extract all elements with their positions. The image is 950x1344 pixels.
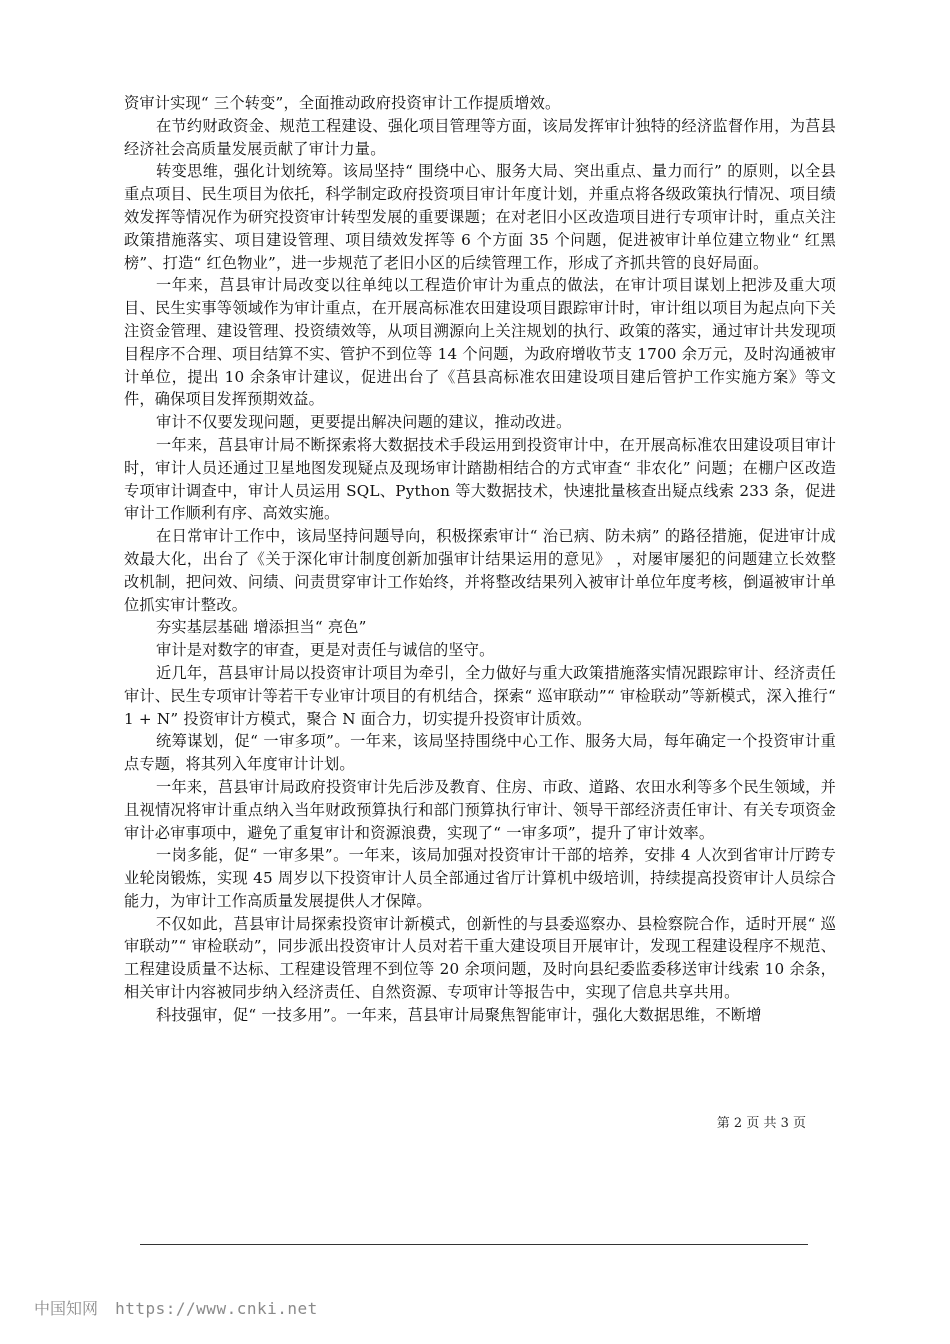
paragraph: 不仅如此，莒县审计局探索投资审计新模式，创新性的与县委巡察办、县检察院合作，适时开展“ 巡审联动”“ 审检联动”，同步派出投资审计人员对若干重大建设项目开展审计，发现工程建设程序不规范、工程建设质量不达标、工程建设管理不到位等 20 余项问题，及时向县纪委监委移送审计线索 10 余条，相关审计内容被同步纳入经济责任、自然资源、专项审计等报告中，实现了信息共享共用。 [124, 914, 836, 1002]
cnki-watermark [34, 1296, 330, 1319]
paragraph: 统筹谋划，促“ 一审多项”。一年来，该局坚持围绕中心工作、服务大局，每年确定一个投资审计重点专题，将其列入年度审计计划。 [124, 732, 836, 774]
footer-divider [140, 1244, 808, 1245]
paragraph: 一年来，莒县审计局政府投资审计先后涉及教育、住房、市政、道路、农田水利等多个民生领域，并且视情况将审计重点纳入当年财政预算执行和部门预算执行审计、领导干部经济责任审计、有关专项资金审计必审事项中，避免了重复审计和资源浪费，实现了“ 一审多项”，提升了审计效率。 [124, 777, 836, 842]
watermark-site-name: 中国知网 [34, 1299, 99, 1318]
paragraph: 一年来，莒县审计局改变以往单纯以工程造价审计为重点的做法，在审计项目谋划上把涉及重大项目、民生实事等领域作为审计重点，在开展高标准农田建设项目跟踪审计时，审计组以项目为起点向下关注资金管理、建设管理、投资绩效等，从项目溯源向上关注规划的执行、政策的落实，通过审计共发现项目程序不合理、项目结算不实、管护不到位等 14 个问题，为政府增收节支 1700 余万元，及时沟通被审计单位，提出 10 余条审计建议，促进出台了《莒县高标准农田建设项目建后管护工作实施方案》等文件，确保项目发挥预期效益。 [124, 276, 836, 409]
paragraph: 一年来，莒县审计局不断探索将大数据技术手段运用到投资审计中，在开展高标准农田建设项目审计时，审计人员还通过卫星地图发现疑点及现场审计踏勘相结合的方式审查“ 非农化” 问题；在棚户区改造专项审计调查中，审计人员运用 SQL、Python 等大数据技术，快速批量核查出疑点线索 233 条，促进审计工作顺利有序、高效实施。 [124, 435, 836, 523]
paragraph: 在日常审计工作中，该局坚持问题导向，积极探索审计“ 治已病、防未病” 的路径措施，促进审计成效最大化，出台了《关于深化审计制度创新加强审计结果运用的意见》 ，对屡审屡犯的问题建立长效整改机制，把问效、问绩、问责贯穿审计工作始终，并将整改结果列入被审计单位年度考核，倒逼被审计单位抓实审计整改。 [124, 527, 836, 614]
paragraph: 在节约财政资金、规范工程建设、强化项目管理等方面，该局发挥审计独特的经济监督作用，为莒县经济社会高质量发展贡献了审计力量。 [124, 116, 836, 158]
watermark-url[interactable]: https://www.cnki.net [115, 1299, 318, 1318]
paragraph: 科技强审，促“ 一技多用”。一年来，莒县审计局聚焦智能审计，强化大数据思维，不断增 [156, 1005, 762, 1024]
paragraph: 资审计实现“ 三个转变”，全面推动政府投资审计工作提质增效。 [124, 94, 561, 112]
page-number: 第 2 页 共 3 页 [716, 1116, 806, 1131]
paragraph: 审计不仅要发现问题，更要提出解决问题的建议，推动改进。 [156, 413, 572, 432]
paragraph: 一岗多能，促“ 一审多果”。一年来，该局加强对投资审计干部的培养，安排 4 人次到省审计厅跨专业轮岗锻炼，实现 45 周岁以下投资审计人员全部通过省厅计算机中级培训，持续提高投资审计人员综合能力，为审计工作高质量发展提供人才保障。 [124, 846, 836, 910]
paragraph: 审计是对数字的审查，更是对责任与诚信的坚守。 [156, 641, 495, 660]
paragraph: 夯实基层基础 增添担当“ 亮色” [156, 618, 367, 637]
document-body [124, 92, 836, 1027]
paragraph: 转变思维，强化计划统筹。该局坚持“ 围绕中心、服务大局、突出重点、量力而行” 的原则，以全县重点项目、民生项目为依托，科学制定政府投资项目审计年度计划，并重点将各级政策执行情况、项目绩效发挥等情况作为研究投资审计转型发展的重要课题；在对老旧小区改造项目进行专项审计时，重点关注政策措施落实、项目建设管理、项目绩效发挥等 6 个方面 35 个问题，促进被审计单位建立物业“ 红黑榜”、打造“ 红色物业”，进一步规范了老旧小区的后续管理工作，形成了齐抓共管的良好局面。 [124, 162, 836, 272]
paragraph: 近几年，莒县审计局以投资审计项目为牵引，全力做好与重大政策措施落实情况跟踪审计、经济责任审计、民生专项审计等若干专业审计项目的有机结合，探索“ 巡审联动”“ 审检联动”等新模式，深入推行“ 1 + N” 投资审计方模式，聚合 N 面合力，切实提升投资审计质效。 [124, 663, 836, 728]
